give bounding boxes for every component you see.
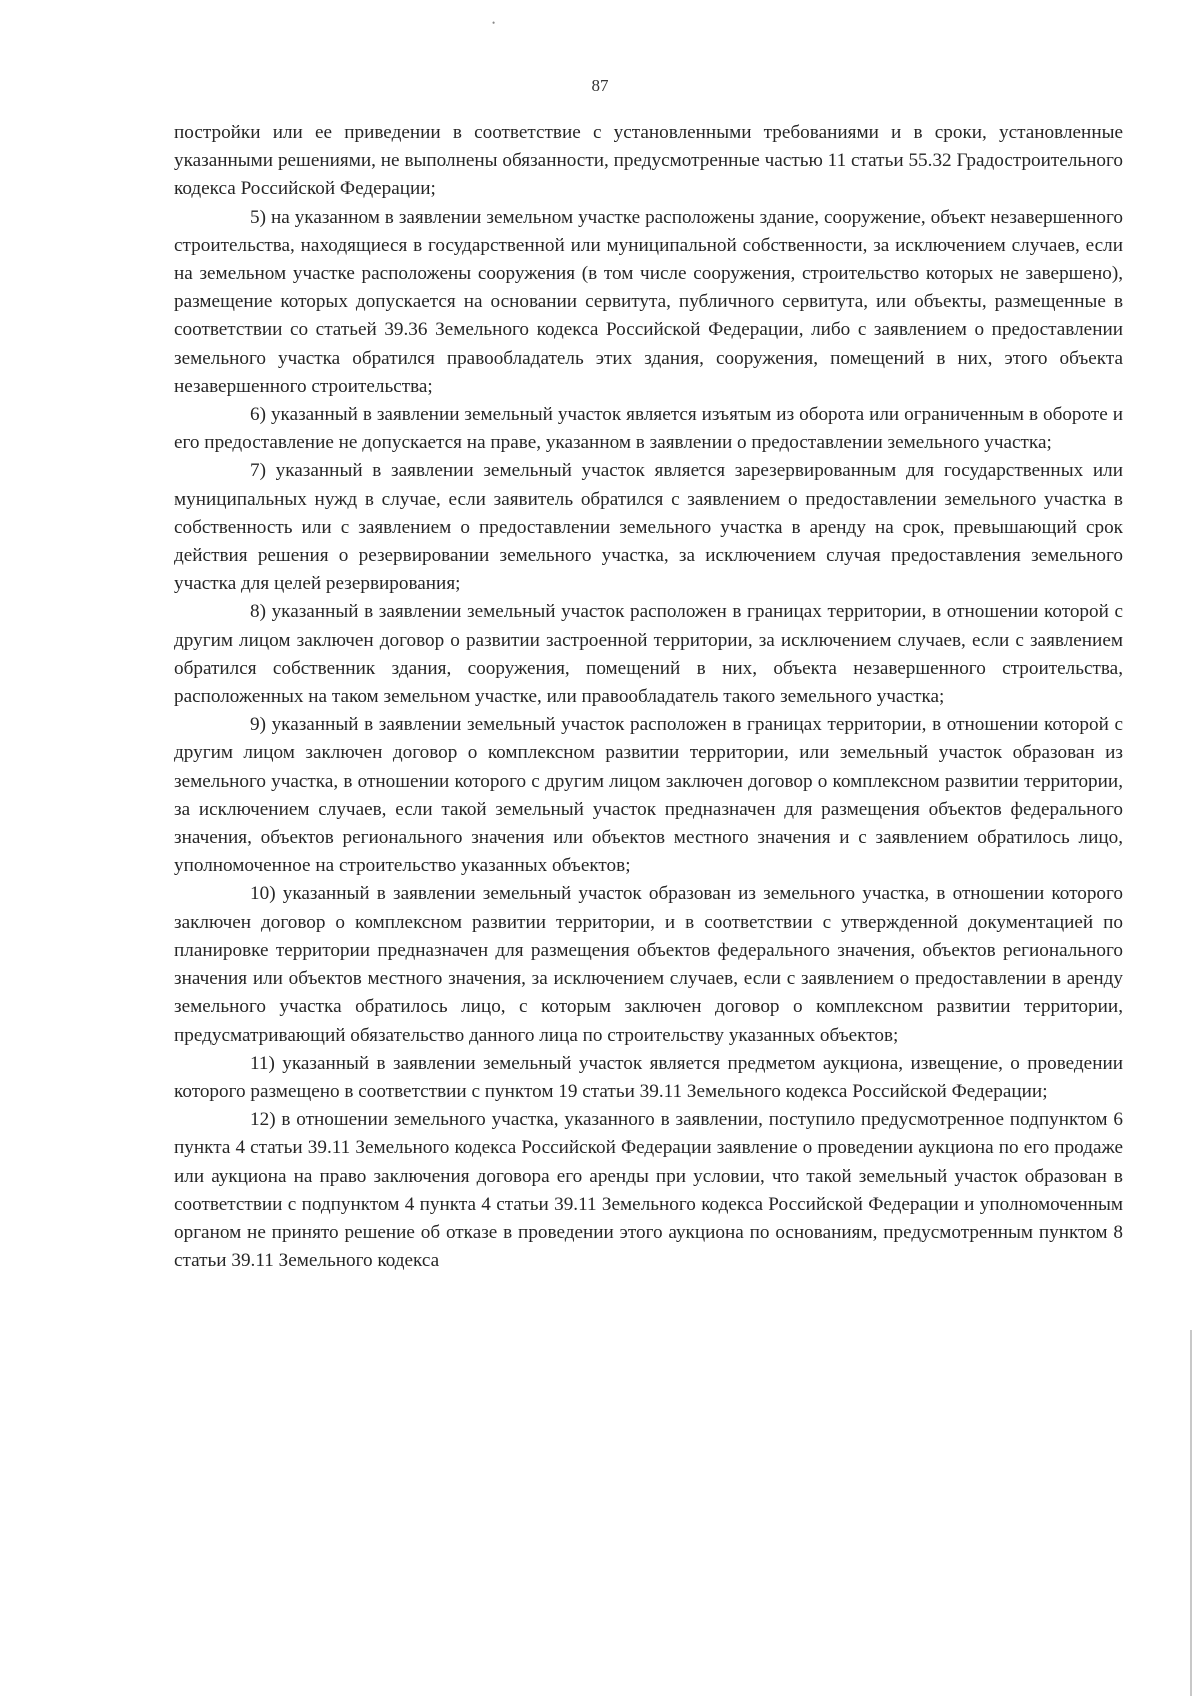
- scan-artifact: •: [492, 18, 496, 28]
- paragraph-item-11: 11) указанный в заявлении земельный участок является предметом аукциона, извещение, о проведении которого размещено в соответствии с пунктом 19 статьи 39.11 Земельного кодекса Российской Федерации;: [174, 1052, 1123, 1102]
- document-body: [174, 119, 1123, 1275]
- paragraph-item-9: 9) указанный в заявлении земельный участок расположен в границах территории, в отношении которой с другим лицом заключен договор о комплексном развитии территории, или земельный участок образован из земельного участка, в отношении которого с другим лицом заключен договор о комплексном развитии территории, за исключением случаев, если такой земельный участок предназначен для размещения объектов федерального значения, объектов регионального значения или объектов местного значения и с заявлением обратилось лицо, уполномоченное на строительство указанных объектов;: [174, 714, 1123, 877]
- paragraph-item-7: 7) указанный в заявлении земельный участок является зарезервированным для государственных или муниципальных нужд в случае, если заявитель обратился с заявлением о предоставлении земельного участка в собственность или с заявлением о предоставлении земельного участка в аренду на срок, превышающий срок действия решения о резервировании земельного участка, за исключением случая предоставления земельного участка для целей резервирования;: [174, 460, 1123, 595]
- paragraph-item-6: 6) указанный в заявлении земельный участок является изъятым из оборота или ограниченным в обороте и его предоставление не допускается на праве, указанном в заявлении о предоставлении земельного участка;: [174, 404, 1123, 454]
- paragraph-item-8: 8) указанный в заявлении земельный участок расположен в границах территории, в отношении которой с другим лицом заключен договор о развитии застроенной территории, за исключением случаев, если с заявлением обратился собственник здания, сооружения, помещений в них, объекта незавершенного строительства, расположенных на таком земельном участке, или правообладатель такого земельного участка;: [174, 601, 1123, 708]
- paragraph-item-5: 5) на указанном в заявлении земельном участке расположены здание, сооружение, объект незавершенного строительства, находящиеся в государственной или муниципальной собственности, за исключением случаев, если на земельном участке расположены сооружения (в том числе сооружения, строительство которых не завершено), размещение которых допускается на основании сервитута, публичного сервитута, или объекты, размещенные в соответствии со статьей 39.36 Земельного кодекса Российской Федерации, либо с заявлением о предоставлении земельного участка обратился правообладатель этих здания, сооружения, помещений в них, этого объекта незавершенного строительства;: [174, 206, 1123, 397]
- paragraph-item-10: 10) указанный в заявлении земельный участок образован из земельного участка, в отношении которого заключен договор о комплексном развитии территории, и в соответствии с утвержденной документацией по планировке территории предназначен для размещения объектов федерального значения, объектов регионального значения или объектов местного значения, за исключением случаев, если с заявлением о предоставлении в аренду земельного участка обратилось лицо, с которым заключен договор о комплексном развитии территории, предусматривающий обязательство данного лица по строительству указанных объектов;: [174, 883, 1123, 1046]
- paragraph-item-12: 12) в отношении земельного участка, указанного в заявлении, поступило предусмотренное подпунктом 6 пункта 4 статьи 39.11 Земельного кодекса Российской Федерации заявление о проведении аукциона по его продаже или аукциона на право заключения договора его аренды при условии, что такой земельный участок образован в соответствии с подпунктом 4 пункта 4 статьи 39.11 Земельного кодекса Российской Федерации и уполномоченным органом не принято решение об отказе в проведении этого аукциона по основаниям, предусмотренным пунктом 8 статьи 39.11 Земельного кодекса: [174, 1109, 1123, 1272]
- paragraph-continuation: постройки или ее приведении в соответствие с установленными требованиями и в сроки, установленные указанными решениями, не выполнены обязанности, предусмотренные частью 11 статьи 55.32 Градостроительного кодекса Российской Федерации;: [174, 122, 1123, 200]
- page-number: 87: [591, 76, 609, 95]
- scan-edge-line: [1190, 1330, 1192, 1696]
